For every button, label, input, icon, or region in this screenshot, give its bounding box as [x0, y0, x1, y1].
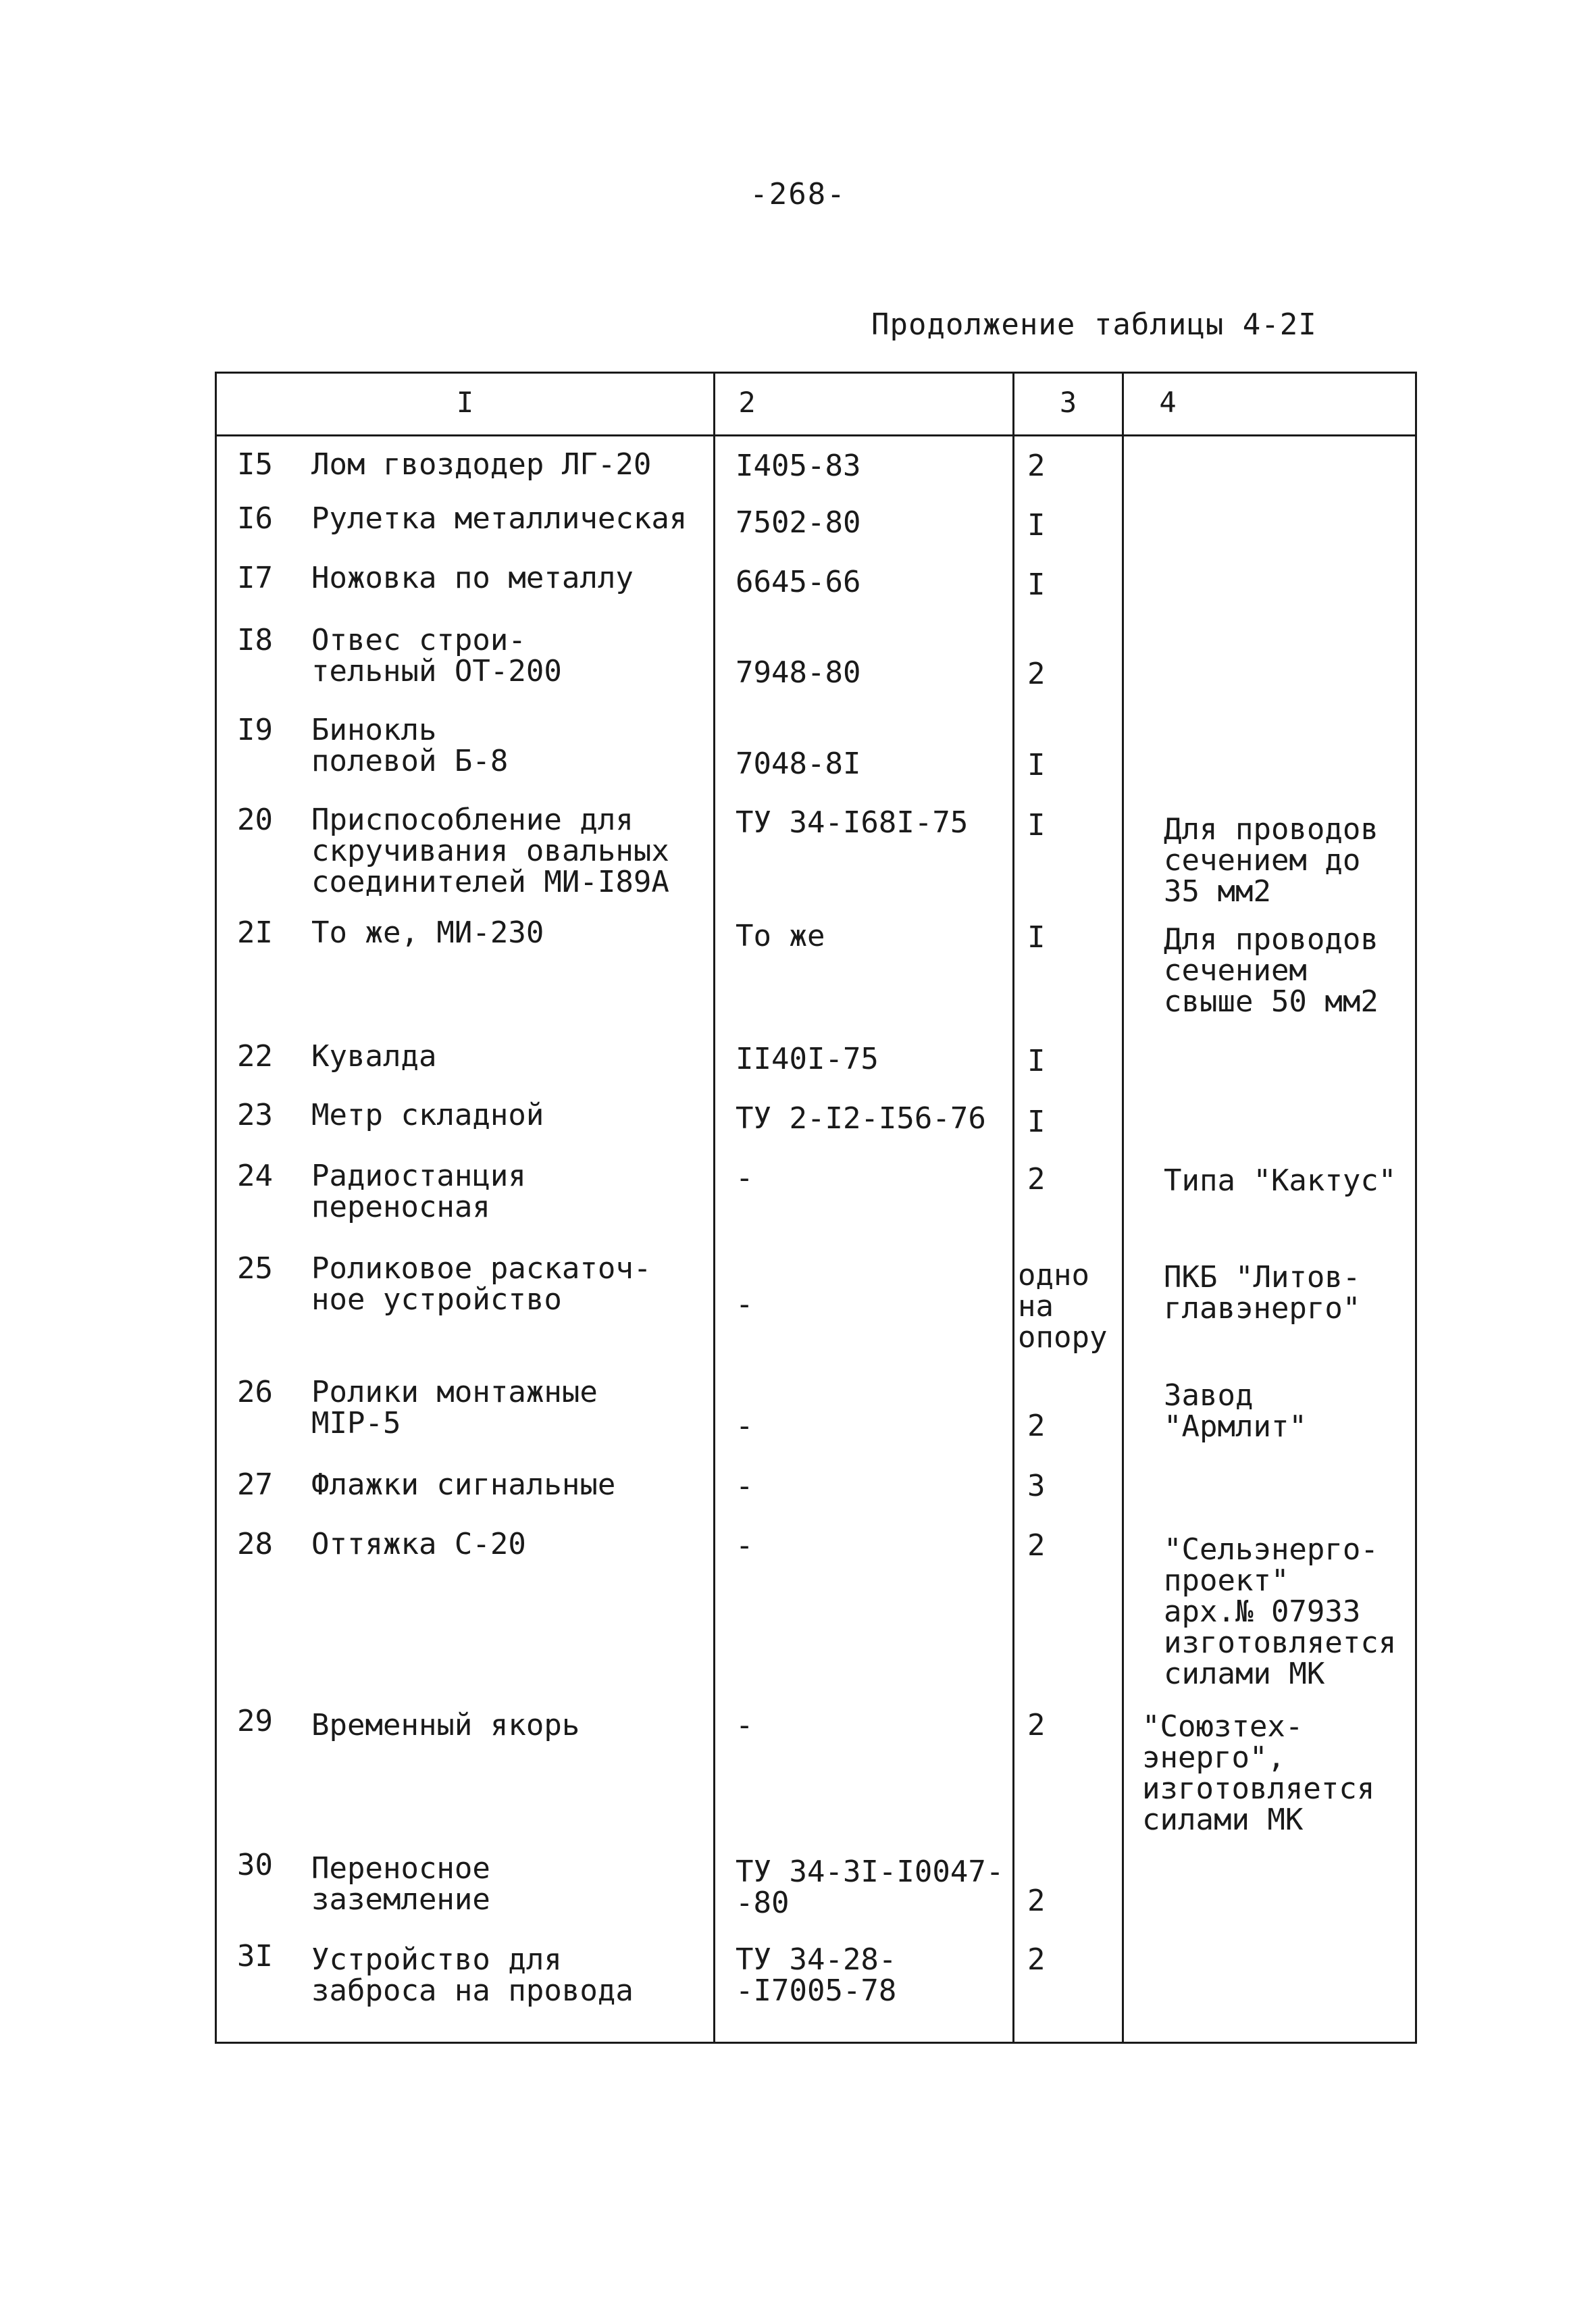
item-name: Кувалда — [311, 1039, 437, 1074]
item-standard: - — [736, 1287, 754, 1322]
item-quantity: I — [1027, 748, 1046, 782]
row-number: I9 — [237, 713, 273, 747]
row-number: 22 — [237, 1039, 273, 1074]
data-table — [215, 372, 1417, 2044]
item-quantity: I — [1027, 508, 1046, 543]
item-name: Временный якорь — [311, 1708, 580, 1742]
item-standard: - — [736, 1469, 754, 1503]
item-name: Ролики монтажные МIР-5 — [311, 1375, 598, 1440]
item-standard: ТУ 34-I68I-75 — [736, 805, 969, 840]
column-divider — [1012, 374, 1014, 2042]
item-standard: ТУ 34-28- -I7005-78 — [736, 1942, 897, 2008]
item-name: Метр складной — [311, 1098, 544, 1132]
row-number: 24 — [237, 1159, 273, 1193]
item-quantity: I — [1027, 808, 1046, 842]
item-standard: - — [736, 1409, 754, 1443]
item-name: Ножовка по металлу — [311, 561, 634, 595]
item-name: То же, МИ-230 — [311, 915, 544, 950]
row-number: 2I — [237, 915, 273, 950]
item-quantity: 2 — [1027, 1942, 1046, 1977]
item-name: Лом гвоздодер ЛГ-20 — [311, 447, 652, 482]
item-name: Бинокль полевой Б-8 — [311, 713, 509, 778]
item-note: ПКБ "Литов- главэнерго" — [1164, 1260, 1361, 1326]
row-number: I5 — [237, 447, 273, 482]
item-quantity: 2 — [1027, 1528, 1046, 1563]
column-divider — [1122, 374, 1124, 2042]
row-number: 27 — [237, 1467, 273, 1502]
item-standard: - — [736, 1708, 754, 1742]
column-header-4: 4 — [1159, 386, 1177, 419]
item-note: Для проводов сечением до 35 мм2 — [1164, 812, 1379, 909]
item-standard: 6645-66 — [736, 565, 861, 599]
row-number: 26 — [237, 1375, 273, 1409]
header-divider — [217, 434, 1415, 436]
column-divider — [713, 374, 715, 2042]
column-header-3: 3 — [1059, 386, 1077, 419]
row-number: I6 — [237, 501, 273, 536]
page-number: -268- — [750, 177, 846, 211]
item-note: "Союзтех- энерго", изготовляется силами МК — [1142, 1709, 1375, 1837]
item-standard: ТУ 2-I2-I56-76 — [736, 1101, 986, 1136]
item-note: Завод "Армлит" — [1164, 1378, 1307, 1444]
item-name: Отвес строи- тельный ОТ-200 — [311, 623, 562, 688]
row-number: 23 — [237, 1098, 273, 1132]
row-number: 25 — [237, 1251, 273, 1286]
item-note: "Сельэнерго- проект" арх.№ 07933 изготовляется силами МК — [1164, 1532, 1397, 1691]
item-name: Флажки сигнальные — [311, 1467, 616, 1502]
item-standard: - — [736, 1528, 754, 1563]
item-name: Переносное заземление — [311, 1851, 490, 1917]
item-name: Роликовое раскаточ- ное устройство — [311, 1251, 652, 1317]
item-standard: I405-83 — [736, 449, 861, 483]
item-quantity: I — [1027, 568, 1046, 602]
item-standard: То же — [736, 919, 825, 953]
item-standard: 7502-80 — [736, 505, 861, 540]
item-standard: 7948-80 — [736, 655, 861, 690]
item-quantity: 2 — [1027, 1409, 1046, 1443]
row-number: I8 — [237, 623, 273, 657]
item-quantity: 2 — [1027, 657, 1046, 691]
row-number: 29 — [237, 1704, 273, 1738]
item-standard: II40I-75 — [736, 1042, 879, 1076]
item-quantity: 2 — [1027, 1708, 1046, 1742]
table-caption: Продолжение таблицы 4-2I — [871, 307, 1317, 342]
item-note: Для проводов сечением свыше 50 мм2 — [1164, 922, 1379, 1019]
item-quantity: 3 — [1027, 1469, 1046, 1503]
item-name: Приспособление для скручивания овальных соединителей МИ-I89А — [311, 803, 669, 899]
item-quantity: 2 — [1027, 449, 1046, 483]
item-quantity: одно на опору — [1018, 1258, 1108, 1355]
item-name: Устройство для заброса на провода — [311, 1942, 634, 2008]
item-quantity: I — [1027, 1044, 1046, 1078]
item-standard: 7048-8I — [736, 747, 861, 781]
item-quantity: I — [1027, 920, 1046, 955]
row-number: 30 — [237, 1848, 273, 1882]
row-number: 3I — [237, 1939, 273, 1973]
item-standard: ТУ 34-3I-I0047- -80 — [736, 1855, 1004, 1920]
row-number: I7 — [237, 561, 273, 595]
column-header-1: I — [456, 386, 474, 419]
row-number: 28 — [237, 1527, 273, 1561]
item-note: Типа "Кактус" — [1164, 1163, 1397, 1198]
item-quantity: 2 — [1027, 1884, 1046, 1918]
item-quantity: 2 — [1027, 1162, 1046, 1197]
item-name: Рулетка металлическая — [311, 501, 688, 536]
row-number: 20 — [237, 803, 273, 837]
item-standard: - — [736, 1161, 754, 1195]
item-name: Оттяжка С-20 — [311, 1527, 526, 1561]
column-header-2: 2 — [738, 386, 756, 419]
item-quantity: I — [1027, 1105, 1046, 1139]
item-name: Радиостанция переносная — [311, 1159, 526, 1224]
